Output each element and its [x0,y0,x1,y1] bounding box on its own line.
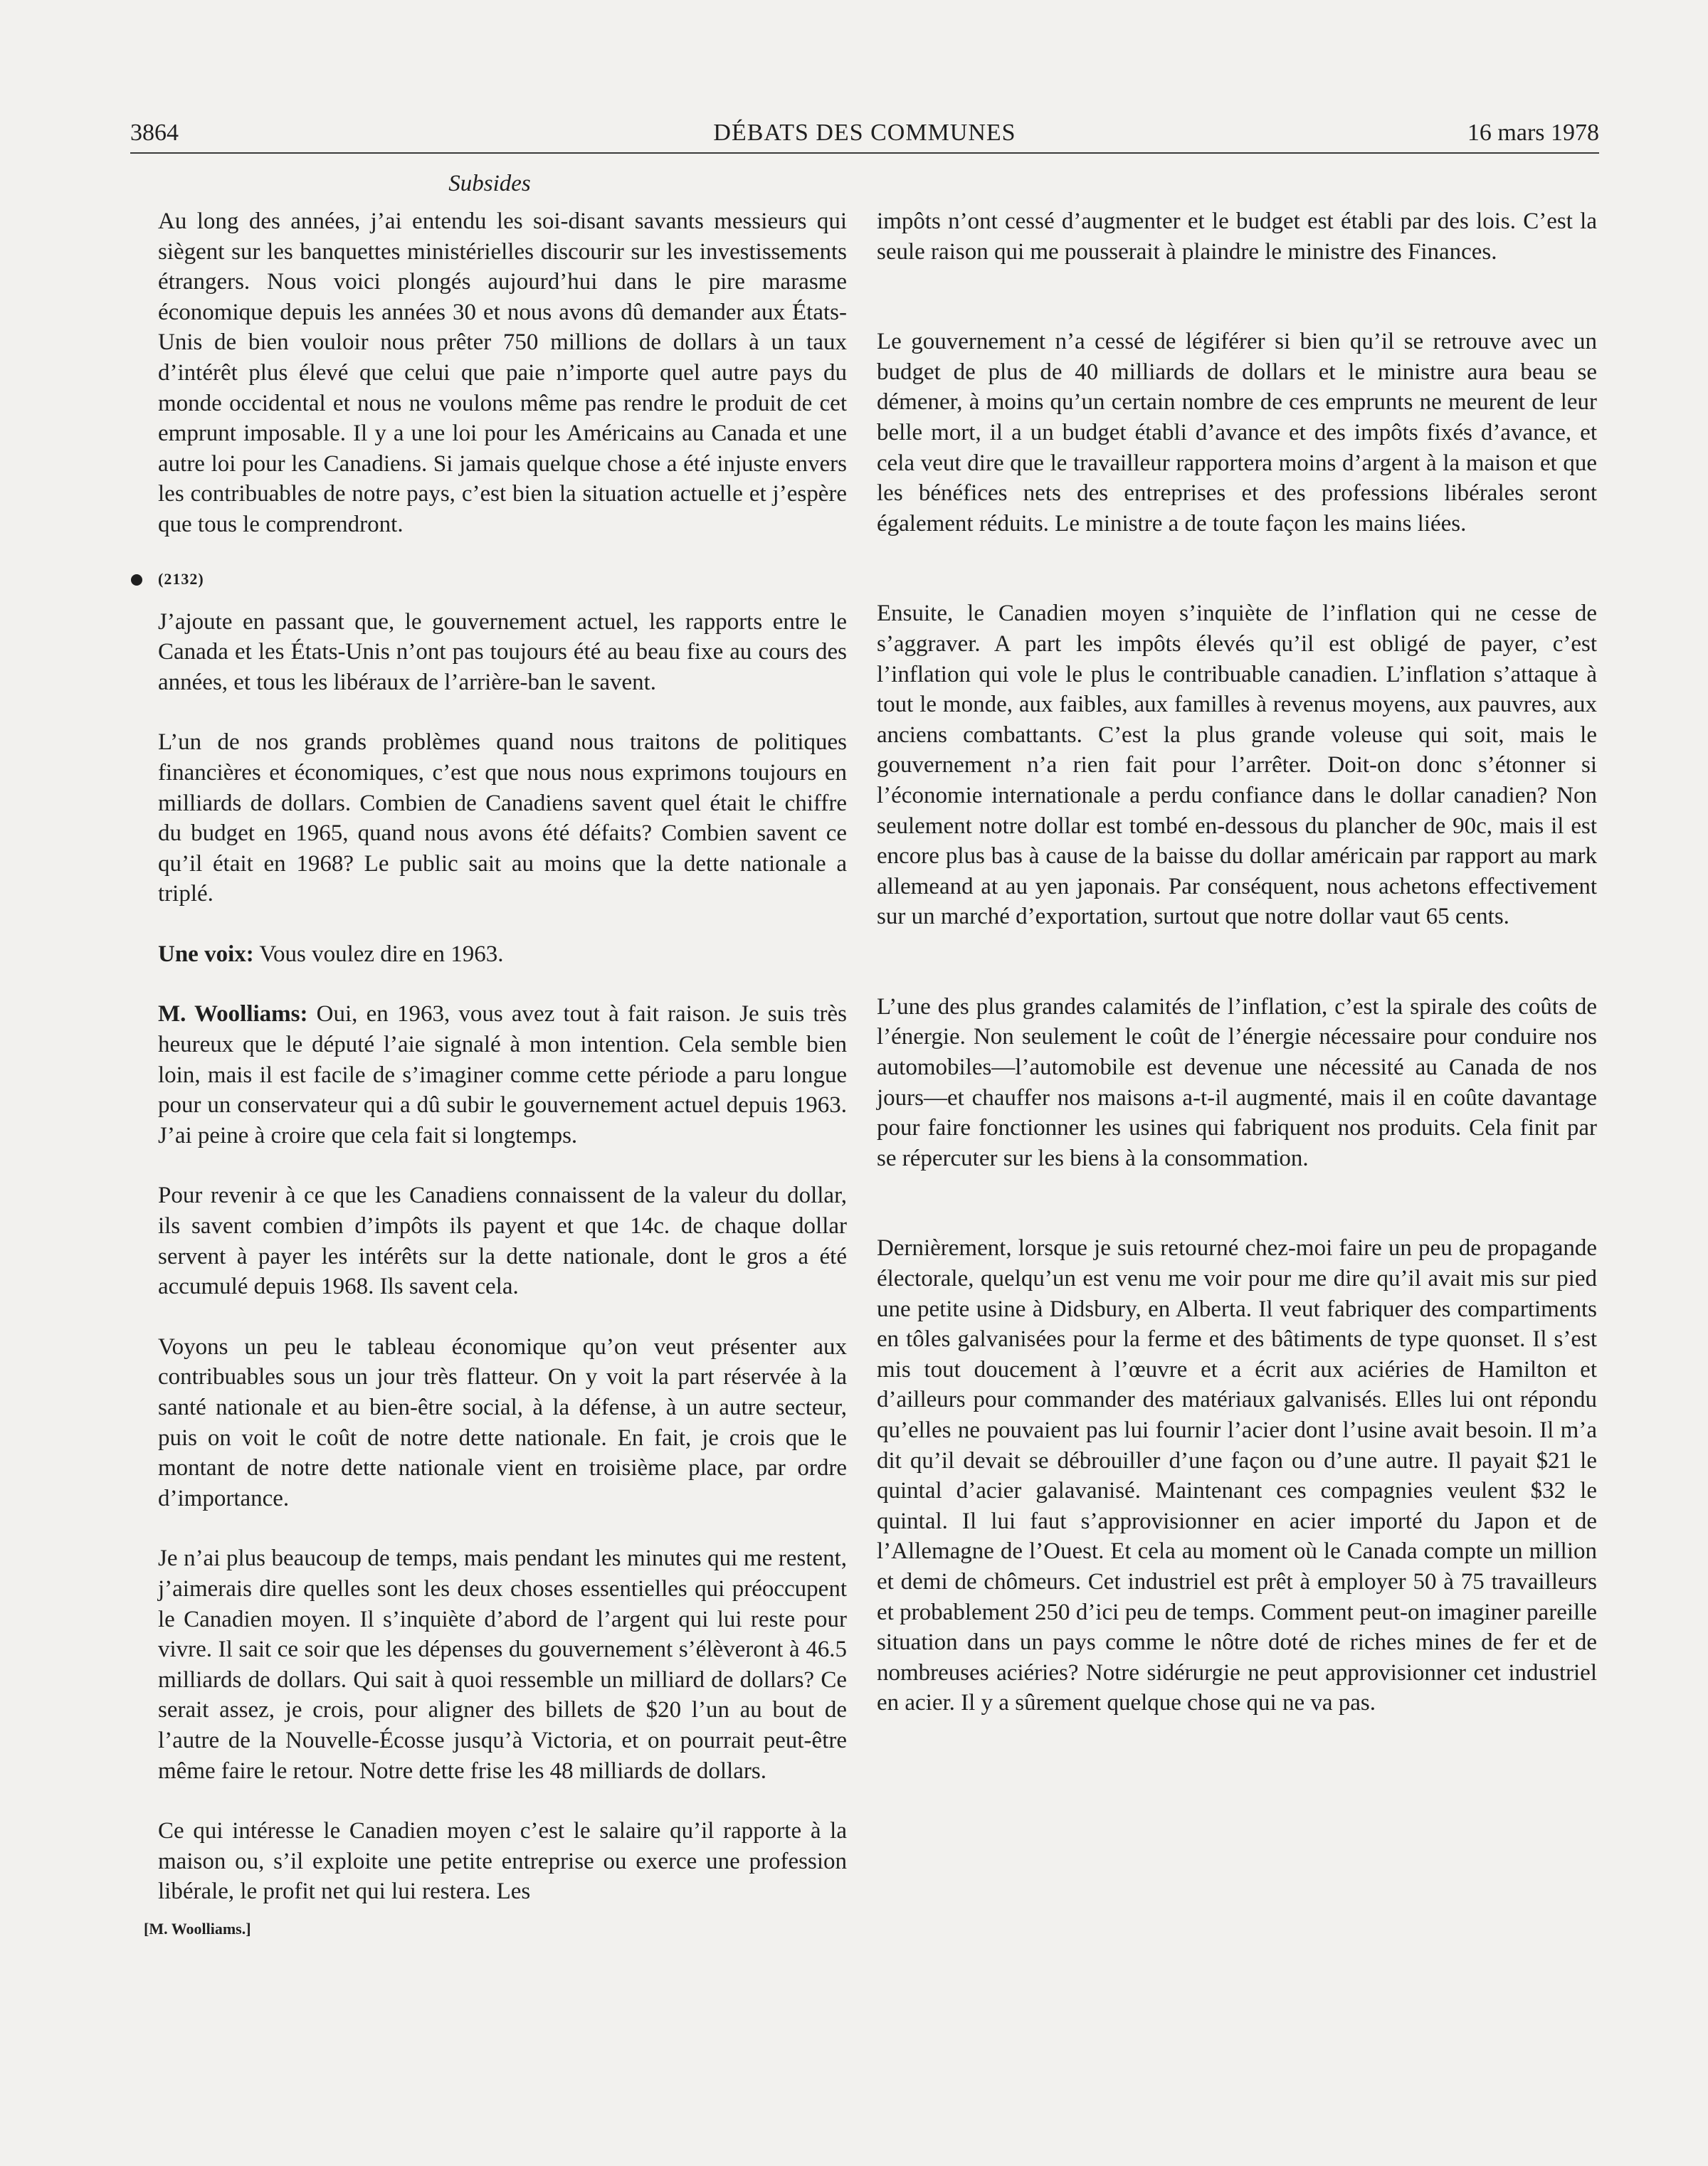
paragraph: L’un de nos grands problèmes quand nous traitons de politiques financières et économiques, c’est que nous nous exprimons toujours en milliards de dollars. Combien de Canadiens savent quel était le chiffre du budget en 1965, quand nous avons été défaits? Combien savent ce qu’il était en 1968? Le public sait au moins que la dette nationale a triplé. [158,729,847,907]
publication-date: 16 mars 1978 [1467,120,1599,146]
right-column [877,206,1597,1718]
paragraph: Ce qui intéresse le Canadien moyen c’est le salaire qu’il rapporte à la maison ou, s’il exploite une petite entreprise ou exerce une profession libérale, le profit net qui lui restera. Les [158,1818,847,1905]
speech-text: Oui, en 1963, vous avez tout à fait raison. Je suis très heureux que le député l’aie signalé à mon intention. Cela semble bien loin, mais il est facile de s’imaginer comme cette période a paru longue pour un conservateur qui a dû subir le gouvernement actuel depuis 1963. J’ai peine à croire que cela fait si longtemps. [158,1001,847,1148]
publication-title: DÉBATS DES COMMUNES [713,120,1016,146]
paragraph: L’une des plus grandes calamités de l’inflation, c’est la spirale des coûts de l’énergie. Non seulement le coût de l’énergie nécessaire pour conduire nos automobiles—l’automobile est devenue une nécessité au Canada de nos jours—et chauffer nos maisons a-t-il augmenté, mais il en coûte davantage pour faire fonctionner les usines qui fabriquent nos produits. Cela finit par se répercuter sur les biens à la consommation. [877,993,1597,1171]
speech-text: Vous voulez dire en 1963. [253,941,504,967]
speech [158,939,847,970]
paragraph: Le gouvernement n’a cessé de légiférer si bien qu’il se retrouve avec un budget de plus de 40 milliards de dollars et le ministre aura beau se démener, à moins qu’un certain nombre de ces emprunts ne meurent de leur belle mort, il a un budget établi d’avance et des impôts fixés d’avance, et cela veut dire que le travailleur rapportera moins d’argent à la maison et que les bénéfices nets des entreprises et des professions libérales seront également réduits. Le ministre a de toute façon les mains liées. [877,329,1597,537]
speaker-name: Une voix: [158,941,254,967]
section-title: Subsides [448,171,531,196]
page-header [130,117,1599,154]
page-number: 3864 [130,120,179,146]
paragraph: J’ajoute en passant que, le gouvernement actuel, les rapports entre le Canada et les États-Unis n’ont pas toujours été au beau fixe au cours des années, et tous les libéraux de l’arrière-ban le savent. [158,608,847,695]
paragraph: impôts n’ont cessé d’augmenter et le budget est établi par des lois. C’est la seule raison qui me pousserait à plaindre le ministre des Finances. [877,208,1597,265]
left-column [144,206,847,1940]
paragraph: Ensuite, le Canadien moyen s’inquiète de l’inflation qui ne cesse de s’aggraver. A part les impôts élevés qu’il est obligé de payer, c’est l’inflation qui vole le plus le contribuable canadien. L’inflation s’attaque à tout le monde, aux faibles, aux familles à revenus moyens, aux pauvres, aux anciens combattants. C’est la plus grande voleuse qui soit, mais le gouvernement n’a rien fait pour l’arrêter. Doit-on donc s’étonner si l’économie internationale a perdu confiance dans le dollar canadien? Non seulement notre dollar est tombé en-dessous du plancher de 90c, mais il est encore plus bas à cause de la baisse du dollar américain par rapport au mark allemeand at au yen japonais. Par conséquent, nous achetons effectivement sur un marché d’exportation, surtout que notre dollar vaut 65 cents. [877,601,1597,930]
paragraph: Pour revenir à ce que les Canadiens connaissent de la valeur du dollar, ils savent combien d’impôts ils payent et que 14c. de chaque dollar servent à payer les intérêts sur la dette nationale, dont le gros a été accumulé depuis 1968. Ils savent cela. [158,1183,847,1300]
bullet-icon [131,574,142,586]
time-marker-label: (2132) [158,569,204,588]
paragraph: Dernièrement, lorsque je suis retourné chez-moi faire un peu de propagande électorale, quelqu’un est venu me voir pour me dire qu’il avait mis sur pied une petite usine à Didsbury, en Alberta. Il veut fabriquer des compartiments en tôles galvanisées pour la ferme et des bâtiments de type quonset. Il s’est mis tout doucement à l’œuvre et a écrit aux aciéries de Hamilton et d’ailleurs pour commander des matériaux galvanisés. Elles lui ont répondu qu’elles ne pouvaient pas lui fournir l’acier dont l’usine avait besoin. Il m’a dit qu’il devait se débrouiller d’une façon ou d’une autre. Il payait $21 le quintal d’acier galavanisé. Maintenant ces compagnies veulent $32 le quintal. Il lui faut s’approvisionner en acier importé du Japon et de l’Allemagne de l’Ouest. Et cela au moment où le Canada compte un million et demi de chômeurs. Cet industriel est prêt à employer 50 à 75 travailleurs et probablement 250 d’ici peu de temps. Comment peut-on imaginer pareille situation dans un pays comme le nôtre doté de riches mines de fer et de nombreuses aciéries? Notre sidérurgie ne peut approvisionner cet industriel en acier. Il y a sûrement quelque chose qui ne va pas. [877,1235,1597,1716]
paragraph: Voyons un peu le tableau économique qu’on veut présenter aux contribuables sous un jour très flatteur. On y voit la part réservée à la santé nationale et au bien-être social, à la défense, à un autre secteur, puis on voit le coût de notre dette nationale. En fait, je crois que le montant de notre dette nationale vient en troisième place, par ordre d’importance. [158,1333,847,1511]
paragraph: Je n’ai plus beaucoup de temps, mais pendant les minutes qui me restent, j’aimerais dire quelles sont les deux choses essentielles qui préoccupent le Canadien moyen. Il s’inquiète d’abord de l’argent qui lui reste pour vivre. Il sait ce soir que les dépenses du gouvernement s’élèveront à 46.5 milliards de dollars. Qui sait à quoi ressemble un milliard de dollars? Ce serait assez, je crois, pour aligner des billets de $20 l’un au bout de l’autre de la Nouvelle-Écosse jusqu’à Victoria, et on pourrait peut-être même faire le retour. Notre dette frise les 48 milliards de dollars. [158,1546,847,1784]
speech [158,999,847,1151]
paragraph: Au long des années, j’ai entendu les soi-disant savants messieurs qui siègent sur les banquettes ministérielles discourir sur les investissements étrangers. Nous voici plongés aujourd’hui dans le pire marasme économique depuis les années 30 et nous avons dû demander aux États-Unis de bien vouloir nous prêter 750 millions de dollars à un taux d’intérêt plus élevé que celui que paie n’importe quel autre pays du monde occidental et nous ne voulons même pas rendre le produit de cet emprunt imposable. Il y a une loi pour les Américains au Canada et une autre loi pour les Canadiens. Si jamais quelque chose a été injuste envers les contribuables de notre pays, c’est bien la situation actuelle et j’espère que tous le comprendront. [158,208,847,537]
speaker-footer: [M. Woolliams.] [144,1919,251,1938]
speaker-name: M. Woolliams: [158,1001,308,1027]
time-marker [131,569,847,590]
